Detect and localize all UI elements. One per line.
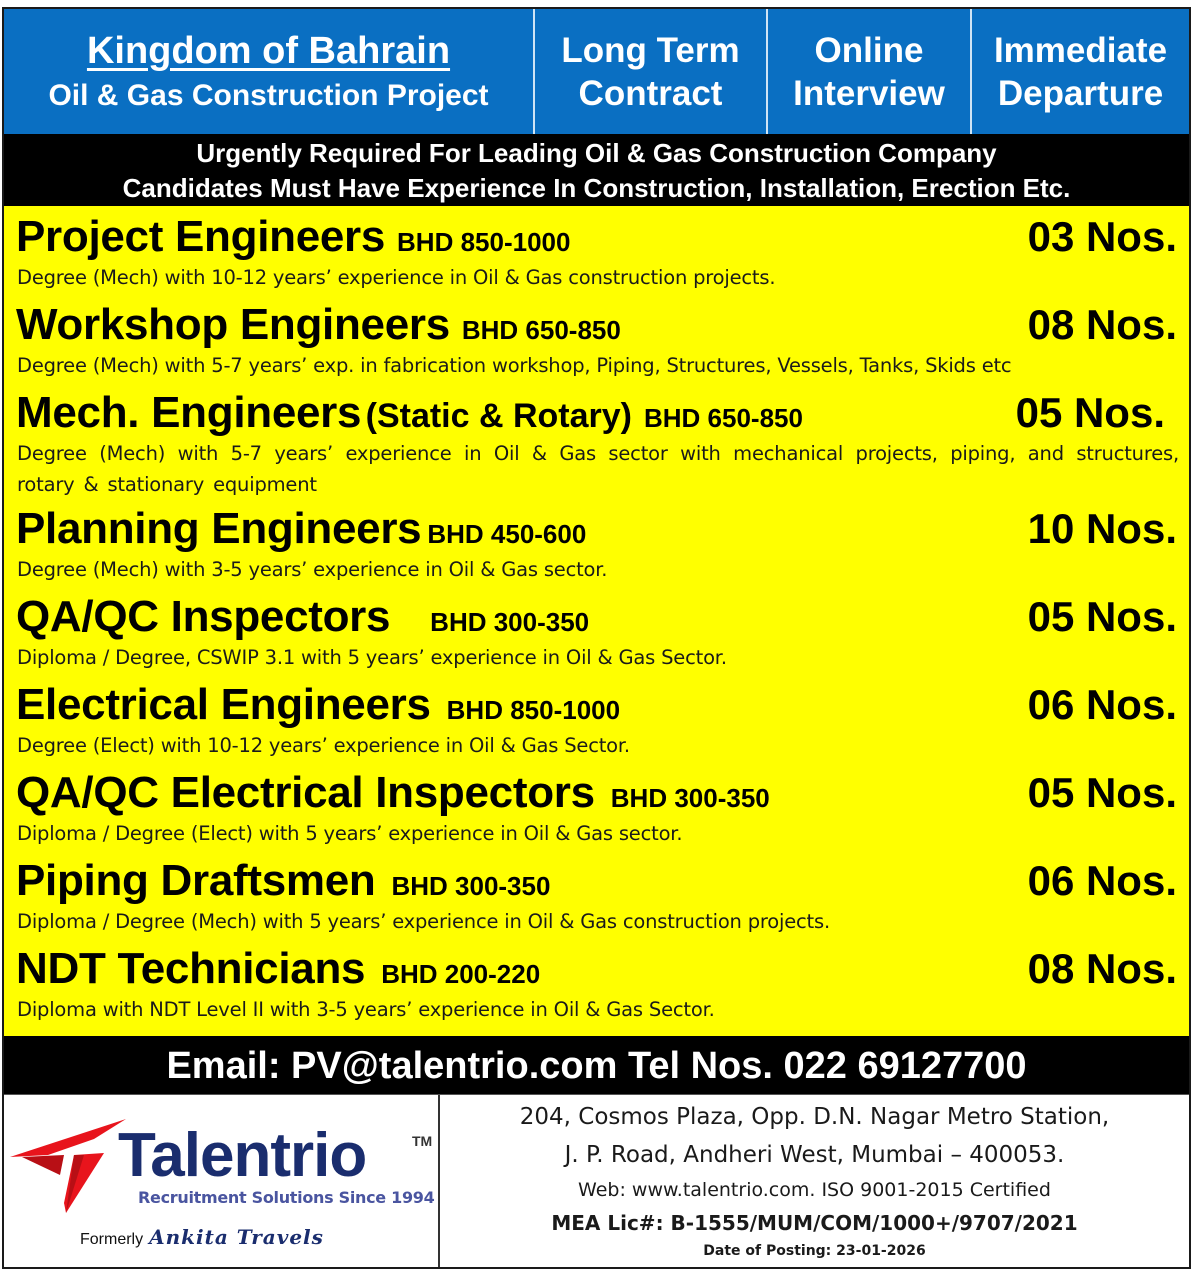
job-salary: BHD 300-350 bbox=[430, 607, 590, 637]
talentrio-t-logo-icon bbox=[8, 1109, 128, 1219]
job-item bbox=[16, 592, 1179, 673]
header bbox=[4, 9, 1189, 134]
job-item bbox=[16, 768, 1179, 849]
feature-immediate-departure bbox=[972, 9, 1189, 134]
job-description: Degree (Mech) with 3-5 years’ experience in Oil & Gas sector. bbox=[17, 558, 608, 581]
job-title: Workshop Engineers bbox=[16, 300, 450, 349]
job-advertisement-poster bbox=[2, 7, 1191, 1269]
job-title: Project Engineers bbox=[16, 212, 386, 261]
job-title: QA/QC Electrical Inspectors bbox=[16, 768, 595, 817]
trademark-mark: TM bbox=[412, 1133, 433, 1149]
formerly-label: Formerly bbox=[80, 1231, 144, 1248]
job-title: QA/QC Inspectors bbox=[16, 592, 391, 641]
job-description: Degree (Mech) with 5-7 years’ experience in Oil & Gas sector with mechanical projects, piping, and structures, rotary & stationary equipment bbox=[17, 442, 1179, 496]
job-list bbox=[4, 206, 1189, 1036]
job-vacancy-count: 06 Nos. bbox=[1027, 857, 1177, 904]
job-description: Diploma with NDT Level II with 3-5 years’ experience in Oil & Gas Sector. bbox=[17, 998, 715, 1021]
job-item bbox=[16, 680, 1179, 761]
country-title: Kingdom of Bahrain bbox=[86, 29, 451, 72]
job-item bbox=[16, 300, 1179, 381]
footer bbox=[4, 1094, 1189, 1267]
company-info-block bbox=[440, 1095, 1189, 1267]
job-item bbox=[16, 388, 1179, 500]
feature-line: Interview bbox=[793, 73, 945, 113]
job-description: Diploma / Degree, CSWIP 3.1 with 5 years’ experience in Oil & Gas Sector. bbox=[17, 646, 727, 669]
job-vacancy-count: 05 Nos. bbox=[1015, 389, 1165, 436]
job-title: Planning Engineers bbox=[16, 504, 422, 553]
job-vacancy-count: 08 Nos. bbox=[1027, 945, 1177, 992]
job-salary: BHD 650-850 bbox=[644, 403, 803, 433]
address-line-2: J. P. Road, Andheri West, Mumbai – 400053. bbox=[564, 1142, 1065, 1168]
job-title: Piping Draftsmen bbox=[16, 856, 376, 905]
job-salary: BHD 850-1000 bbox=[446, 695, 621, 725]
job-item bbox=[16, 944, 1179, 1025]
job-title: Mech. Engineers bbox=[16, 388, 362, 437]
posting-date: Date of Posting: 23-01-2026 bbox=[703, 1243, 926, 1259]
feature-line: Online bbox=[814, 30, 924, 70]
feature-online-interview bbox=[768, 9, 972, 134]
feature-line: Immediate bbox=[993, 30, 1168, 70]
job-specialization: (Static & Rotary) bbox=[365, 397, 632, 435]
contact-bar bbox=[4, 1036, 1189, 1094]
former-company-name: Ankita Travels bbox=[149, 1225, 324, 1249]
job-item bbox=[16, 504, 1179, 585]
company-logo-block bbox=[4, 1095, 440, 1267]
job-salary: BHD 650-850 bbox=[461, 315, 621, 345]
banner-line-2: Candidates Must Have Experience In Construction, Installation, Erection Etc. bbox=[122, 173, 1071, 203]
contact-email-phone[interactable]: Email: PV@talentrio.com Tel Nos. 022 69127700 bbox=[166, 1045, 1027, 1087]
job-vacancy-count: 03 Nos. bbox=[1027, 213, 1177, 260]
job-description: Diploma / Degree (Mech) with 5 years’ experience in Oil & Gas construction projects. bbox=[17, 910, 830, 933]
project-title-block bbox=[4, 9, 535, 134]
job-vacancy-count: 08 Nos. bbox=[1027, 301, 1177, 348]
job-salary: BHD 300-350 bbox=[610, 783, 770, 813]
job-vacancy-count: 05 Nos. bbox=[1027, 769, 1177, 816]
brand-name: Talentrio bbox=[118, 1121, 367, 1190]
requirement-banner bbox=[4, 134, 1189, 206]
job-vacancy-count: 10 Nos. bbox=[1027, 505, 1177, 552]
job-vacancy-count: 06 Nos. bbox=[1027, 681, 1177, 728]
formerly-known-as bbox=[80, 1225, 324, 1249]
job-salary: BHD 450-600 bbox=[427, 519, 587, 549]
feature-line: Contract bbox=[578, 73, 723, 113]
feature-long-term-contract bbox=[535, 9, 768, 134]
job-vacancy-count: 05 Nos. bbox=[1027, 593, 1177, 640]
banner-line-1: Urgently Required For Leading Oil & Gas Construction Company bbox=[196, 138, 997, 168]
job-description: Degree (Mech) with 10-12 years’ experience in Oil & Gas construction projects. bbox=[17, 266, 776, 289]
job-title: Electrical Engineers bbox=[16, 680, 431, 729]
job-description: Diploma / Degree (Elect) with 5 years’ experience in Oil & Gas sector. bbox=[17, 822, 683, 845]
job-salary: BHD 300-350 bbox=[391, 871, 551, 901]
job-item bbox=[16, 212, 1179, 293]
feature-line: Long Term bbox=[561, 30, 740, 70]
project-subtitle: Oil & Gas Construction Project bbox=[48, 78, 489, 112]
job-salary: BHD 200-220 bbox=[381, 959, 541, 989]
address-line-1: 204, Cosmos Plaza, Opp. D.N. Nagar Metro Station, bbox=[519, 1104, 1110, 1130]
job-description: Degree (Elect) with 10-12 years’ experience in Oil & Gas Sector. bbox=[17, 734, 630, 757]
feature-line: Departure bbox=[997, 73, 1164, 113]
mea-license: MEA Lic#: B-1555/MUM/COM/1000+/9707/2021 bbox=[551, 1211, 1078, 1235]
brand-tagline: Recruitment Solutions Since 1994 bbox=[138, 1188, 435, 1207]
job-title: NDT Technicians bbox=[16, 944, 366, 993]
job-description: Degree (Mech) with 5-7 years’ exp. in fabrication workshop, Piping, Structures, Vessels, Tanks, Skids etc bbox=[17, 354, 1012, 377]
job-item bbox=[16, 856, 1179, 937]
website-certification[interactable]: Web: www.talentrio.com. ISO 9001-2015 Certified bbox=[578, 1179, 1051, 1201]
job-salary: BHD 850-1000 bbox=[397, 227, 571, 257]
